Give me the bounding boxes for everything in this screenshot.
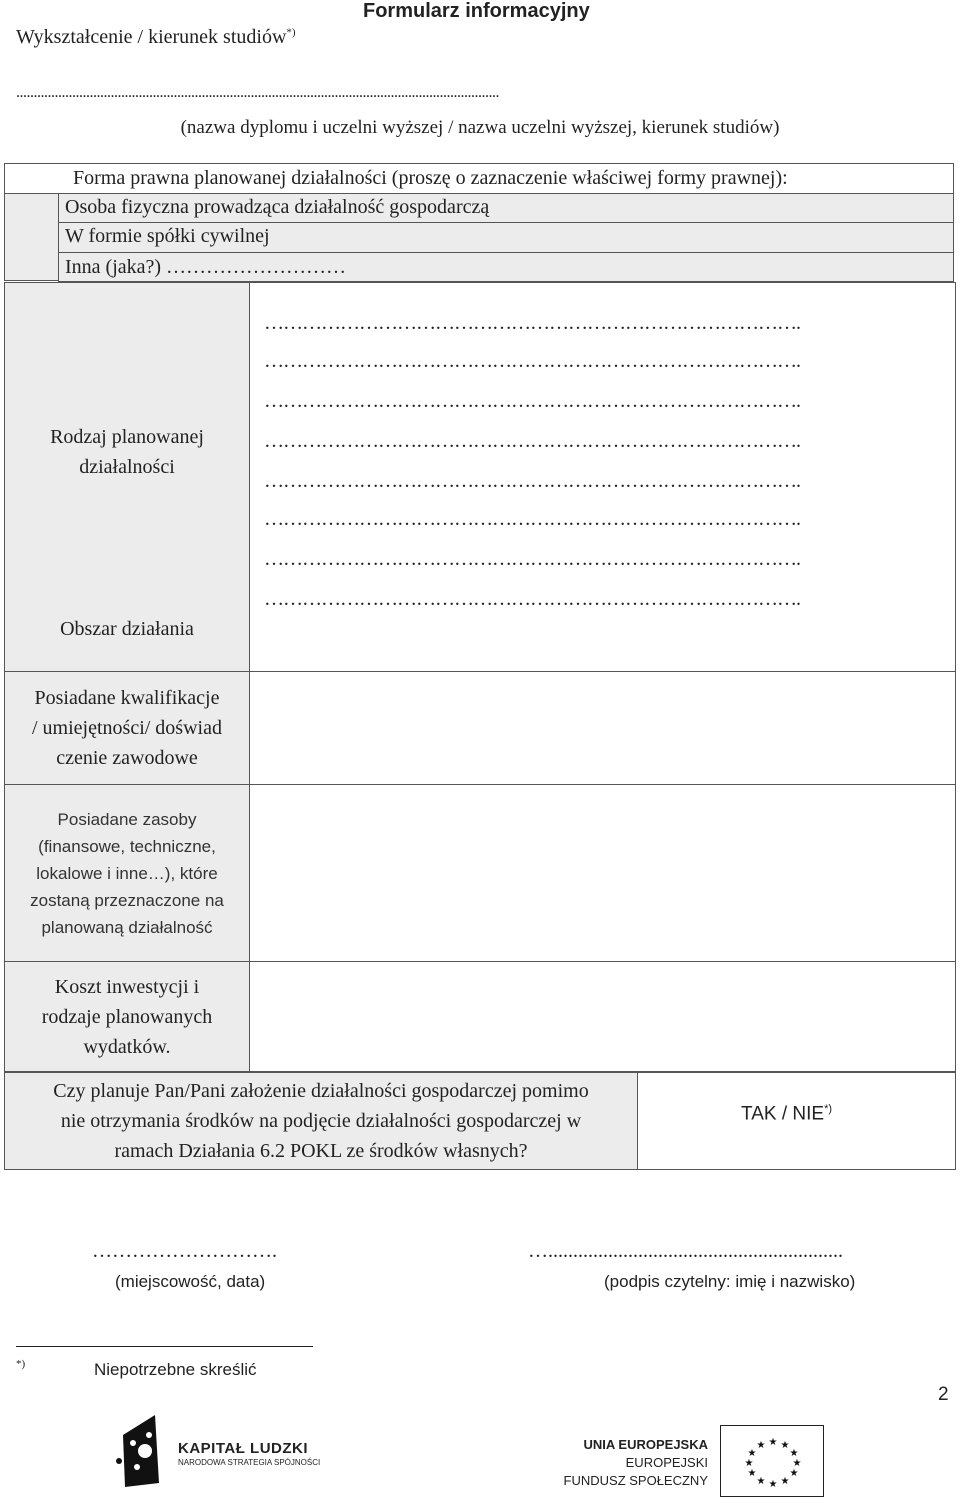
cost-label-1: Koszt inwestycji i [54,975,200,998]
activity-type-label-2: działalności [79,456,175,478]
resources-label-1: Posiadane zasoby [57,809,197,829]
dotted-line[interactable]: …………………………………………………………………………. [264,312,800,334]
dotted-line[interactable]: …………………………………………………………………………. [264,350,800,372]
svg-text:★: ★ [747,1468,757,1479]
education-label-text: Wykształcenie / kierunek studiów [16,26,287,48]
legal-form-option-3[interactable] [58,252,954,282]
qualifications-cell [4,671,250,785]
legal-form-heading: Forma prawna planowanej działalności (proszę o zaznaczenie właściwej formy prawnej): [73,167,788,189]
signature-caption: (podpis czytelny: imię i nazwisko) [604,1272,856,1291]
dotted-line[interactable]: …………………………………………………………………………. [264,470,800,492]
place-date-dots[interactable]: ………………………. [92,1240,277,1262]
answer-cell[interactable] [637,1072,956,1170]
eu-line-1: UNIA EUROPEJSKA [583,1437,708,1452]
qualifications-label-2: / umiejętności/ doświad [32,717,222,739]
legal-form-option-2[interactable] [58,223,954,253]
place-date-caption: (miejscowość, data) [115,1272,266,1291]
education-dots[interactable]: .......................................................................................................................................... [16,84,499,101]
dotted-line[interactable]: …………………………………………………………………………. [264,588,800,610]
qualifications-input[interactable] [249,671,956,785]
resources-label-4: zostaną przeznaczone na [30,890,224,910]
education-caption: (nazwa dyplomu i uczelni wyższej / nazwa uczelni wyższej, kierunek studiów) [180,117,780,138]
question-line-1: Czy planuje Pan/Pani założenie działalności gospodarczej pomimo [53,1080,589,1102]
cost-label-3: wydatków. [83,1035,171,1058]
legal-form-option-2-label: W formie spółki cywilnej [65,225,270,247]
legal-form-left-margin [4,193,58,281]
legal-form-option-3-label: Inna (jaka?) ……………………… [65,256,347,278]
svg-text:★: ★ [747,1448,757,1459]
kapital-ludzki-title: KAPITAŁ LUDZKI [178,1440,309,1457]
svg-text:★: ★ [780,1476,790,1487]
kapital-ludzki-emblem-icon [115,1415,167,1487]
svg-text:★: ★ [744,1458,754,1469]
answer-text [741,1103,832,1125]
activity-type-label-1: Rodzaj planowanej [50,426,204,448]
svg-text:★: ★ [792,1458,802,1469]
svg-text:★: ★ [789,1468,799,1479]
signature-dots[interactable]: …........................................................... [528,1240,843,1262]
kapital-ludzki-subtitle: NARODOWA STRATEGIA SPÓJNOŚCI [178,1458,321,1467]
eu-line-2: EUROPEJSKI [625,1455,708,1470]
answer-footnote-mark: *) [824,1103,833,1115]
resources-cell [4,784,250,962]
svg-text:★: ★ [768,1479,778,1490]
qualifications-label-1: Posiadane kwalifikacje [34,687,220,709]
cost-input[interactable] [249,961,956,1072]
eu-flag-icon [720,1425,824,1497]
dotted-line[interactable]: …………………………………………………………………………. [264,508,800,530]
footnote-text: Niepotrzebne skreślić [94,1360,257,1379]
svg-text:★: ★ [789,1448,799,1459]
dotted-line[interactable]: …………………………………………………………………………. [264,548,800,570]
svg-text:★: ★ [768,1437,778,1448]
dotted-line[interactable]: …………………………………………………………………………. [264,430,800,452]
form-title: Formularz informacyjny [363,0,590,22]
resources-label-3: lokalowe i inne…), które [36,863,218,883]
question-line-2: nie otrzymania środków na podjęcie działalności gospodarczej w [60,1110,582,1132]
answer-options[interactable]: TAK / NIE [741,1103,825,1125]
cost-cell [4,961,250,1072]
svg-text:★: ★ [756,1440,766,1451]
area-label: Obszar działania [60,618,194,640]
eu-line-3: FUNDUSZ SPOŁECZNY [563,1473,708,1488]
question-line-3: ramach Działania 6.2 POKL ze środków własnych? [114,1140,528,1162]
legal-form-option-1[interactable] [58,193,954,223]
cost-label-2: rodzaje planowanych [41,1005,213,1028]
footnote-mark: *) [16,1358,26,1370]
activity-type-cell [4,282,250,672]
legal-form-heading-row [4,163,954,193]
svg-text:★: ★ [780,1440,790,1451]
qualifications-label-3: czenie zawodowe [56,747,198,769]
education-label [16,26,296,49]
education-footnote-mark: *) [286,26,296,39]
resources-label-2: (finansowe, techniczne, [38,836,216,856]
resources-label-5: planowaną działalność [41,917,213,937]
page-number: 2 [938,1384,949,1405]
dotted-line[interactable]: …………………………………………………………………………. [264,390,800,412]
footnote-separator [16,1346,313,1347]
eu-text [560,1436,708,1490]
svg-text:★: ★ [756,1476,766,1487]
resources-input[interactable] [249,784,956,962]
legal-form-option-1-label: Osoba fizyczna prowadząca działalność gospodarczą [65,196,490,218]
question-cell [4,1072,638,1170]
